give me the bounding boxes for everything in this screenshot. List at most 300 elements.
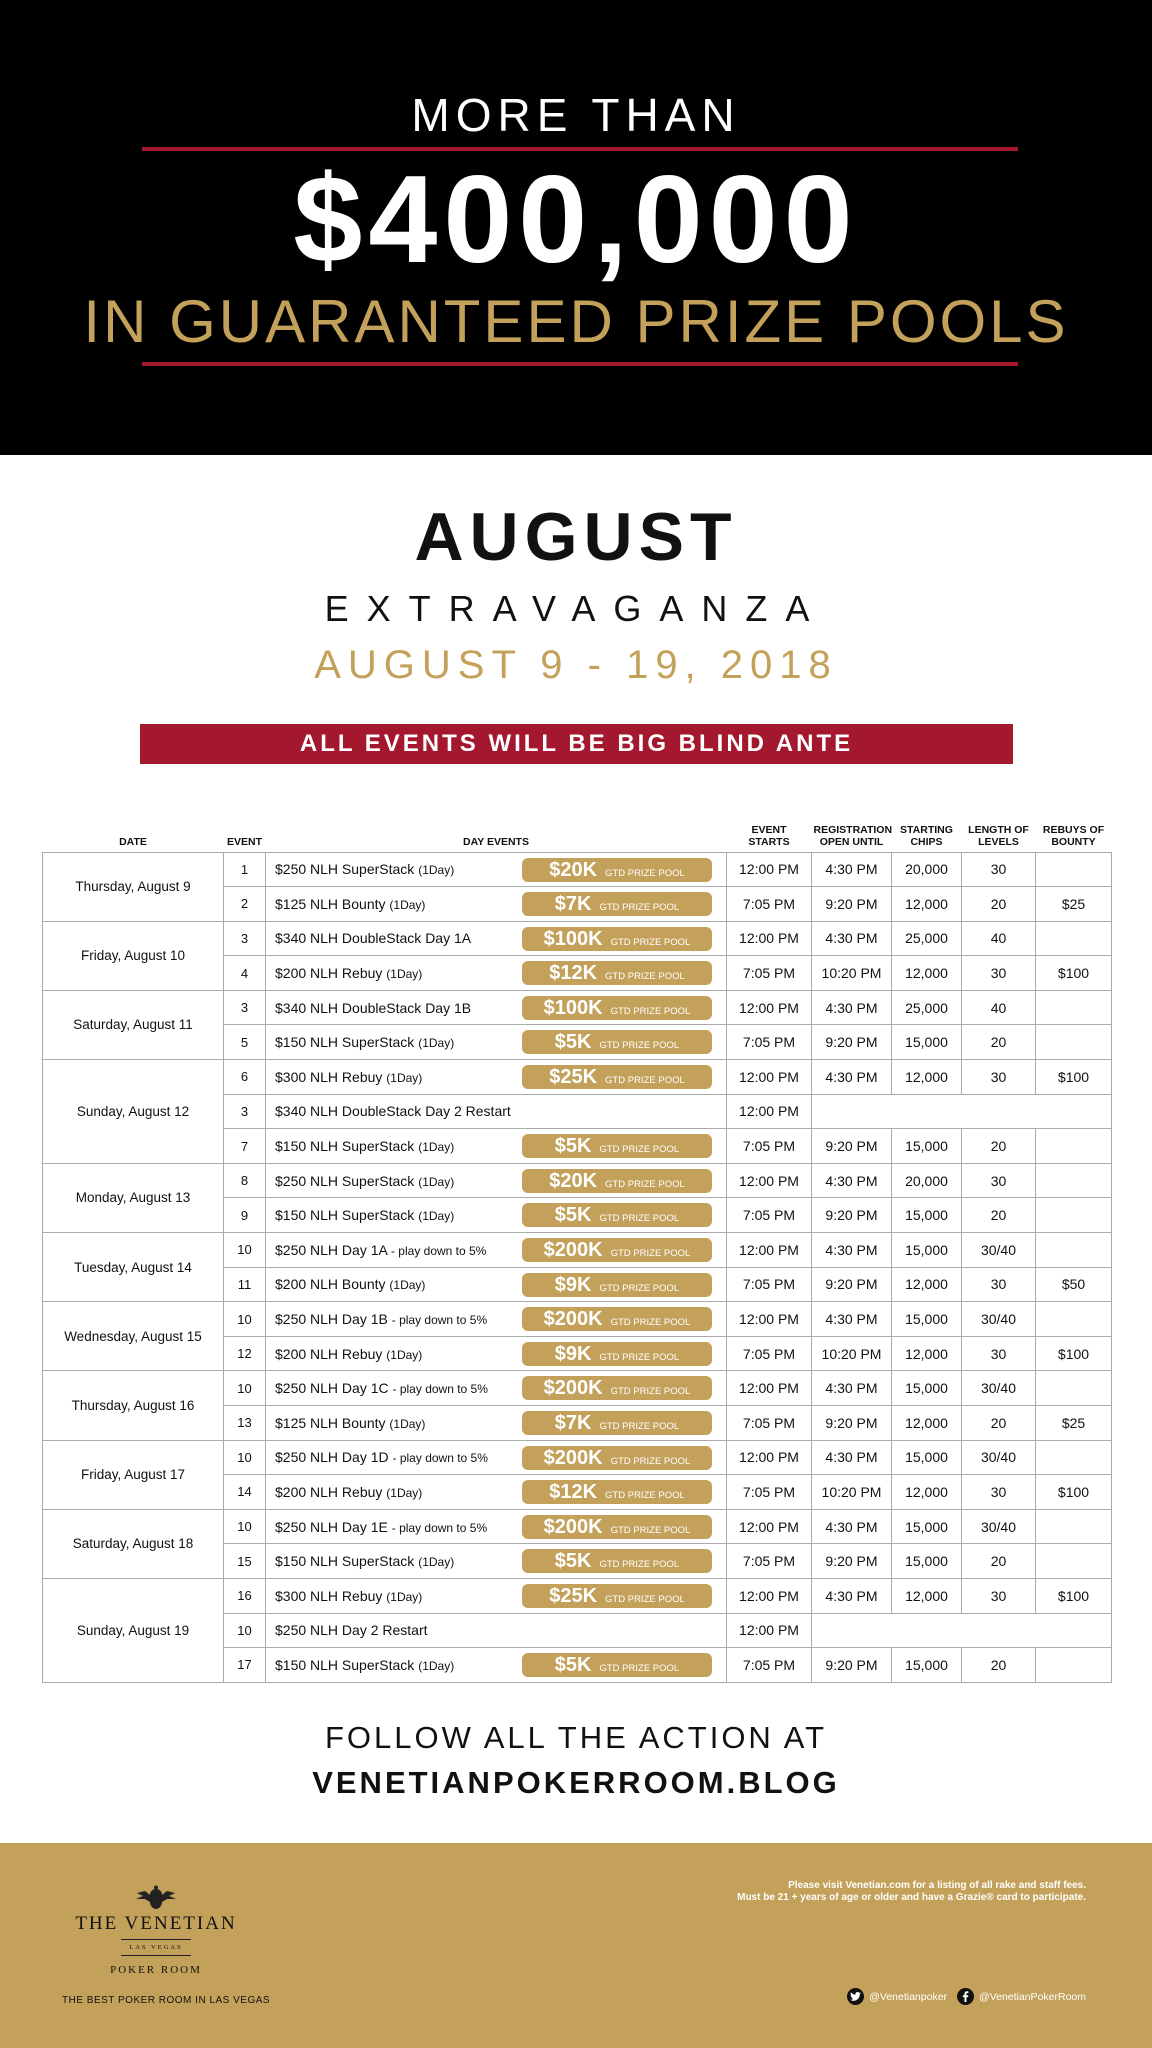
rebuy-bounty — [1036, 1509, 1112, 1544]
starting-chips: 15,000 — [892, 1648, 962, 1683]
prize-pool-badge — [522, 1273, 712, 1297]
rebuy-bounty — [1036, 1025, 1112, 1060]
registration-until: 4:30 PM — [812, 1578, 892, 1613]
event-name: $150 NLH SuperStack — [275, 1138, 415, 1155]
rebuy-bounty: $100 — [1036, 1336, 1112, 1371]
event-name: $250 NLH SuperStack — [275, 861, 415, 878]
prize-amount: $7K — [554, 1412, 592, 1434]
row-date: Sunday, August 12 — [43, 1060, 224, 1164]
registration-until: 4:30 PM — [812, 1060, 892, 1095]
level-length: 30/40 — [962, 1509, 1036, 1544]
title-dates: AUGUST 9 - 19, 2018 — [314, 643, 838, 687]
event-name: $340 NLH DoubleStack Day 1A — [275, 930, 472, 947]
starting-chips: 12,000 — [892, 1267, 962, 1302]
registration-until: 4:30 PM — [812, 1302, 892, 1337]
level-length: 30 — [962, 1267, 1036, 1302]
event-name: $300 NLH Rebuy — [275, 1587, 383, 1604]
event-name: $340 NLH DoubleStack Day 2 Restart — [275, 1103, 511, 1120]
rebuy-bounty: $100 — [1036, 1475, 1112, 1510]
registration-until: 9:20 PM — [812, 1198, 892, 1233]
table-row — [43, 852, 1112, 887]
prize-suffix: GTD PRIZE POOL — [599, 1663, 680, 1675]
rebuy-bounty: $50 — [1036, 1267, 1112, 1302]
level-length: 20 — [962, 887, 1036, 922]
starting-chips: 12,000 — [892, 1475, 962, 1510]
prize-amount: $5K — [554, 1204, 592, 1227]
event-start-time: 12:00 PM — [727, 1613, 812, 1648]
prize-amount: $200K — [543, 1446, 603, 1469]
prize-amount: $25K — [549, 1066, 598, 1089]
starting-chips: 12,000 — [892, 1336, 962, 1371]
level-length: 30 — [962, 1060, 1036, 1095]
col-date: DATE — [119, 835, 147, 848]
event-title — [266, 1060, 727, 1095]
event-tag: (1Day) — [386, 1589, 423, 1604]
event-name: $340 NLH DoubleStack Day 1B — [275, 999, 472, 1016]
registration-until: 4:30 PM — [812, 1440, 892, 1475]
prize-pool-badge — [522, 1342, 712, 1366]
table-row — [43, 1060, 1112, 1095]
event-title — [266, 1094, 727, 1129]
event-tag: (1Day) — [418, 1174, 455, 1189]
event-start-time: 7:05 PM — [727, 956, 812, 991]
restart-empty — [812, 1094, 1112, 1129]
row-date: Saturday, August 11 — [43, 990, 224, 1059]
event-number: 6 — [224, 1060, 266, 1095]
registration-until: 9:20 PM — [812, 1267, 892, 1302]
prize-amount: $200K — [543, 1515, 603, 1538]
rebuy-bounty: $100 — [1036, 956, 1112, 991]
follow-text: FOLLOW ALL THE ACTION AT — [324, 1720, 828, 1755]
event-start-time: 7:05 PM — [727, 887, 812, 922]
rebuy-bounty — [1036, 852, 1112, 887]
starting-chips: 25,000 — [892, 921, 962, 956]
row-date: Thursday, August 16 — [43, 1371, 224, 1440]
starting-chips: 25,000 — [892, 990, 962, 1025]
disclaimer-line-1: Please visit Venetian.com for a listing of all rake and staff fees. — [788, 1880, 1086, 1891]
rebuy-bounty — [1036, 1648, 1112, 1683]
event-number: 10 — [224, 1613, 266, 1648]
hero-more-than: MORE THAN — [411, 89, 741, 141]
starting-chips: 15,000 — [892, 1233, 962, 1268]
event-start-time: 7:05 PM — [727, 1648, 812, 1683]
level-length: 20 — [962, 1544, 1036, 1579]
event-tag: (1Day) — [418, 1140, 455, 1155]
event-tag: (1Day) — [418, 1209, 455, 1224]
hero-bottom-rule — [142, 362, 1018, 366]
event-start-time: 12:00 PM — [727, 1302, 812, 1337]
rebuy-bounty — [1036, 921, 1112, 956]
prize-amount: $5K — [554, 1135, 592, 1158]
rebuy-bounty — [1036, 1544, 1112, 1579]
event-tag: (1Day) — [418, 1555, 455, 1570]
event-title — [266, 852, 727, 887]
facebook-handle: @VenetianPokerRoom — [979, 1990, 1086, 2003]
hero-amount: $400,000 — [293, 151, 859, 289]
prize-suffix: GTD PRIZE POOL — [599, 1421, 680, 1432]
event-name: $250 NLH Day 1E — [275, 1518, 388, 1535]
event-number: 11 — [224, 1267, 266, 1302]
prize-suffix: GTD PRIZE POOL — [599, 1040, 680, 1052]
event-start-time: 12:00 PM — [727, 1163, 812, 1198]
prize-pool-badge — [522, 927, 712, 951]
prize-suffix: GTD PRIZE POOL — [599, 1213, 680, 1225]
prize-pool-badge — [522, 961, 712, 985]
facebook-icon — [957, 1988, 974, 2005]
table-row — [43, 1578, 1112, 1613]
starting-chips: 15,000 — [892, 1129, 962, 1164]
registration-until: 4:30 PM — [812, 1371, 892, 1406]
winged-lion-icon — [133, 1885, 179, 1911]
level-length: 30/40 — [962, 1440, 1036, 1475]
prize-amount: $200K — [543, 1377, 603, 1400]
footer — [0, 1843, 1152, 2048]
schedule-table — [42, 820, 1112, 1683]
brand-name: THE VENETIAN — [75, 1913, 237, 1934]
registration-until: 4:30 PM — [812, 990, 892, 1025]
event-name: $200 NLH Rebuy — [275, 1483, 383, 1500]
prize-pool-badge — [522, 1203, 712, 1227]
level-length: 30 — [962, 1336, 1036, 1371]
event-number: 10 — [224, 1371, 266, 1406]
event-tag: - play down to 5% — [391, 1313, 488, 1328]
event-title — [266, 1578, 727, 1613]
prize-pool-badge — [522, 1376, 712, 1400]
event-start-time: 7:05 PM — [727, 1406, 812, 1441]
prize-amount: $20K — [549, 858, 598, 881]
event-number: 13 — [224, 1406, 266, 1441]
table-row — [43, 1302, 1112, 1337]
col-starting-chips: STARTING CHIPS — [900, 823, 953, 848]
prize-amount: $9K — [554, 1342, 592, 1365]
starting-chips: 12,000 — [892, 1578, 962, 1613]
event-title — [266, 1371, 727, 1406]
prize-pool-badge — [522, 1134, 712, 1158]
event-title — [266, 1613, 727, 1648]
starting-chips: 15,000 — [892, 1544, 962, 1579]
prize-amount: $5K — [554, 1031, 592, 1054]
event-tag: (1Day) — [389, 897, 426, 912]
prize-suffix: GTD PRIZE POOL — [605, 1593, 685, 1605]
event-name: $200 NLH Rebuy — [275, 965, 383, 982]
prize-amount: $200K — [543, 1308, 603, 1331]
starting-chips: 15,000 — [892, 1025, 962, 1060]
event-tag: (1Day) — [386, 1347, 423, 1362]
facebook-link[interactable] — [957, 1988, 1086, 2005]
event-title — [266, 1440, 727, 1475]
col-event-starts: EVENT STARTS — [748, 823, 790, 848]
event-title — [266, 1544, 727, 1579]
logo-divider — [121, 1939, 191, 1940]
event-number: 4 — [224, 956, 266, 991]
event-number: 10 — [224, 1440, 266, 1475]
event-start-time: 7:05 PM — [727, 1475, 812, 1510]
event-tag: (1Day) — [418, 1658, 455, 1673]
hero-guaranteed: IN GUARANTEED PRIZE POOLS — [83, 288, 1069, 355]
event-number: 5 — [224, 1025, 266, 1060]
level-length: 40 — [962, 921, 1036, 956]
restart-empty — [812, 1613, 1112, 1648]
event-number: 3 — [224, 990, 266, 1025]
event-tag: (1Day) — [386, 1485, 423, 1500]
registration-until: 9:20 PM — [812, 1025, 892, 1060]
rebuy-bounty — [1036, 1129, 1112, 1164]
event-start-time: 12:00 PM — [727, 1578, 812, 1613]
prize-pool-badge — [522, 1515, 712, 1539]
event-name: $200 NLH Bounty — [275, 1276, 386, 1293]
prize-pool-badge — [522, 1549, 712, 1573]
event-name: $150 NLH SuperStack — [275, 1034, 415, 1051]
prize-suffix: GTD PRIZE POOL — [610, 1005, 691, 1017]
footer-tagline: THE BEST POKER ROOM IN LAS VEGAS — [62, 1995, 271, 2006]
level-length: 20 — [962, 1648, 1036, 1683]
rebuy-bounty — [1036, 1198, 1112, 1233]
prize-suffix: GTD PRIZE POOL — [610, 1317, 691, 1329]
starting-chips: 15,000 — [892, 1302, 962, 1337]
table-row — [43, 1163, 1112, 1198]
prize-suffix: GTD PRIZE POOL — [599, 1559, 680, 1571]
prize-pool-badge — [522, 1030, 712, 1054]
level-length: 30 — [962, 956, 1036, 991]
event-title — [266, 956, 727, 991]
prize-suffix: GTD PRIZE POOL — [610, 1524, 691, 1536]
event-tag: (1Day) — [418, 863, 455, 878]
starting-chips: 12,000 — [892, 1060, 962, 1095]
title-month: AUGUST — [414, 499, 738, 575]
registration-until: 9:20 PM — [812, 1129, 892, 1164]
row-date: Saturday, August 18 — [43, 1509, 224, 1578]
event-start-time: 7:05 PM — [727, 1129, 812, 1164]
event-title — [266, 1509, 727, 1544]
event-start-time: 12:00 PM — [727, 1094, 812, 1129]
prize-amount: $100K — [543, 927, 603, 950]
prize-amount: $20K — [549, 1169, 598, 1192]
event-name: $150 NLH SuperStack — [275, 1553, 415, 1570]
event-name: $250 NLH Day 1B — [275, 1311, 388, 1328]
event-title — [266, 1475, 727, 1510]
rebuy-bounty — [1036, 1233, 1112, 1268]
event-number: 12 — [224, 1336, 266, 1371]
event-tag: - play down to 5% — [391, 1520, 488, 1535]
event-name: $250 NLH SuperStack — [275, 1172, 415, 1189]
col-rebuys-bounty: REBUYS OF BOUNTY — [1042, 823, 1105, 848]
rebuy-bounty — [1036, 990, 1112, 1025]
prize-amount: $200K — [543, 1239, 603, 1262]
registration-until: 9:20 PM — [812, 1648, 892, 1683]
event-number: 10 — [224, 1233, 266, 1268]
level-length: 30 — [962, 1475, 1036, 1510]
prize-suffix: GTD PRIZE POOL — [610, 1455, 691, 1467]
level-length: 30 — [962, 852, 1036, 887]
event-number: 9 — [224, 1198, 266, 1233]
prize-suffix: GTD PRIZE POOL — [605, 1490, 685, 1502]
table-row — [43, 1440, 1112, 1475]
event-title — [266, 1336, 727, 1371]
registration-until: 10:20 PM — [812, 956, 892, 991]
event-title — [266, 1198, 727, 1233]
level-length: 20 — [962, 1025, 1036, 1060]
prize-amount: $12K — [549, 962, 598, 985]
level-length: 20 — [962, 1129, 1036, 1164]
prize-amount: $25K — [549, 1584, 598, 1607]
prize-suffix: GTD PRIZE POOL — [605, 1178, 685, 1190]
prize-pool-badge — [522, 1446, 712, 1470]
event-tag: - play down to 5% — [392, 1382, 488, 1397]
hero-banner — [0, 0, 1152, 455]
social-links — [847, 1988, 1086, 2005]
event-number: 7 — [224, 1129, 266, 1164]
event-name: $125 NLH Bounty — [275, 895, 386, 912]
event-number: 17 — [224, 1648, 266, 1683]
prize-suffix: GTD PRIZE POOL — [610, 1386, 691, 1398]
registration-until: 10:20 PM — [812, 1475, 892, 1510]
event-start-time: 12:00 PM — [727, 990, 812, 1025]
logo-divider-2 — [121, 1955, 191, 1956]
prize-pool-badge — [522, 1238, 712, 1262]
ante-banner: ALL EVENTS WILL BE BIG BLIND ANTE — [140, 724, 1013, 764]
blog-url-link[interactable]: VENETIANPOKERROOM.BLOG — [312, 1765, 840, 1800]
event-start-time: 12:00 PM — [727, 1509, 812, 1544]
starting-chips: 20,000 — [892, 1163, 962, 1198]
registration-until: 4:30 PM — [812, 852, 892, 887]
event-name: $300 NLH Rebuy — [275, 1068, 383, 1085]
twitter-handle: @Venetianpoker — [869, 1990, 948, 2003]
row-date: Monday, August 13 — [43, 1163, 224, 1232]
prize-suffix: GTD PRIZE POOL — [605, 867, 685, 879]
event-tag: (1Day) — [386, 967, 423, 982]
event-tag: (1Day) — [389, 1278, 426, 1293]
event-start-time: 7:05 PM — [727, 1544, 812, 1579]
registration-until: 4:30 PM — [812, 1233, 892, 1268]
registration-until: 9:20 PM — [812, 1406, 892, 1441]
starting-chips: 15,000 — [892, 1509, 962, 1544]
event-number: 3 — [224, 1094, 266, 1129]
prize-amount: $9K — [554, 1273, 592, 1296]
prize-suffix: GTD PRIZE POOL — [610, 1248, 691, 1260]
rebuy-bounty — [1036, 1302, 1112, 1337]
event-title — [266, 1648, 727, 1683]
event-number: 14 — [224, 1475, 266, 1510]
level-length: 30/40 — [962, 1233, 1036, 1268]
starting-chips: 15,000 — [892, 1440, 962, 1475]
event-tag: - play down to 5% — [392, 1451, 488, 1466]
rebuy-bounty: $25 — [1036, 887, 1112, 922]
prize-suffix: GTD PRIZE POOL — [599, 1144, 680, 1156]
table-row — [43, 1233, 1112, 1268]
event-title — [266, 1267, 727, 1302]
disclaimer — [666, 1880, 1086, 1904]
registration-until: 10:20 PM — [812, 1336, 892, 1371]
event-name: $150 NLH SuperStack — [275, 1207, 415, 1224]
event-name: $250 NLH Day 1A — [275, 1241, 388, 1258]
event-number: 8 — [224, 1163, 266, 1198]
event-name: $250 NLH Day 1D — [275, 1449, 389, 1466]
row-date: Wednesday, August 15 — [43, 1302, 224, 1371]
level-length: 30/40 — [962, 1371, 1036, 1406]
starting-chips: 15,000 — [892, 1198, 962, 1233]
event-name: $125 NLH Bounty — [275, 1414, 386, 1431]
event-title — [266, 1233, 727, 1268]
prize-pool-badge — [522, 858, 712, 882]
event-title — [266, 1406, 727, 1441]
prize-suffix: GTD PRIZE POOL — [599, 902, 680, 914]
prize-amount: $12K — [549, 1481, 598, 1504]
event-name: $250 NLH Day 1C — [275, 1380, 389, 1397]
event-name: $250 NLH Day 2 Restart — [275, 1622, 428, 1639]
event-number: 3 — [224, 921, 266, 956]
prize-suffix: GTD PRIZE POOL — [599, 1351, 680, 1363]
event-name: $150 NLH SuperStack — [275, 1656, 415, 1673]
prize-pool-badge — [522, 1169, 712, 1193]
event-start-time: 12:00 PM — [727, 1233, 812, 1268]
event-name: $200 NLH Rebuy — [275, 1345, 383, 1362]
event-start-time: 7:05 PM — [727, 1336, 812, 1371]
registration-until: 9:20 PM — [812, 1544, 892, 1579]
event-title — [266, 990, 727, 1025]
event-tag: (1Day) — [389, 1416, 426, 1431]
rebuy-bounty — [1036, 1163, 1112, 1198]
row-date: Tuesday, August 14 — [43, 1233, 224, 1302]
col-length-levels: LENGTH OF LEVELS — [968, 823, 1029, 848]
disclaimer-line-2: Must be 21 + years of age or older and have a Grazie® card to participate. — [737, 1892, 1086, 1903]
table-row — [43, 990, 1112, 1025]
col-event: EVENT — [226, 835, 262, 848]
event-number: 16 — [224, 1578, 266, 1613]
event-tag: - play down to 5% — [390, 1243, 487, 1258]
event-number: 15 — [224, 1544, 266, 1579]
event-start-time: 12:00 PM — [727, 1371, 812, 1406]
prize-amount: $100K — [543, 996, 603, 1019]
prize-pool-badge — [522, 1411, 712, 1435]
event-number: 2 — [224, 887, 266, 922]
prize-pool-badge — [522, 1065, 712, 1089]
level-length: 20 — [962, 1406, 1036, 1441]
prize-pool-badge — [522, 996, 712, 1020]
event-tag: (1Day) — [386, 1070, 423, 1085]
row-date: Sunday, August 19 — [43, 1578, 224, 1682]
event-start-time: 12:00 PM — [727, 921, 812, 956]
starting-chips: 12,000 — [892, 887, 962, 922]
twitter-link[interactable] — [847, 1988, 947, 2005]
event-title — [266, 1163, 727, 1198]
event-start-time: 12:00 PM — [727, 1060, 812, 1095]
prize-suffix: GTD PRIZE POOL — [599, 1282, 680, 1294]
event-number: 1 — [224, 852, 266, 887]
table-row — [43, 1371, 1112, 1406]
level-length: 40 — [962, 990, 1036, 1025]
event-tag: (1Day) — [418, 1036, 455, 1051]
venetian-logo — [66, 1885, 246, 1976]
event-number: 10 — [224, 1302, 266, 1337]
event-start-time: 12:00 PM — [727, 852, 812, 887]
starting-chips: 12,000 — [892, 956, 962, 991]
event-start-time: 7:05 PM — [727, 1267, 812, 1302]
starting-chips: 20,000 — [892, 852, 962, 887]
prize-pool-badge — [522, 892, 712, 916]
col-day-events: DAY EVENTS — [463, 835, 529, 848]
prize-suffix: GTD PRIZE POOL — [605, 971, 685, 983]
starting-chips: 12,000 — [892, 1406, 962, 1441]
event-start-time: 7:05 PM — [727, 1025, 812, 1060]
registration-until: 4:30 PM — [812, 1163, 892, 1198]
poker-room-label: POKER ROOM — [110, 1964, 202, 1976]
prize-pool-badge — [522, 1584, 712, 1608]
event-title — [266, 921, 727, 956]
event-title — [266, 1025, 727, 1060]
row-date: Friday, August 10 — [43, 921, 224, 990]
row-date: Thursday, August 9 — [43, 852, 224, 921]
prize-pool-badge — [522, 1307, 712, 1331]
